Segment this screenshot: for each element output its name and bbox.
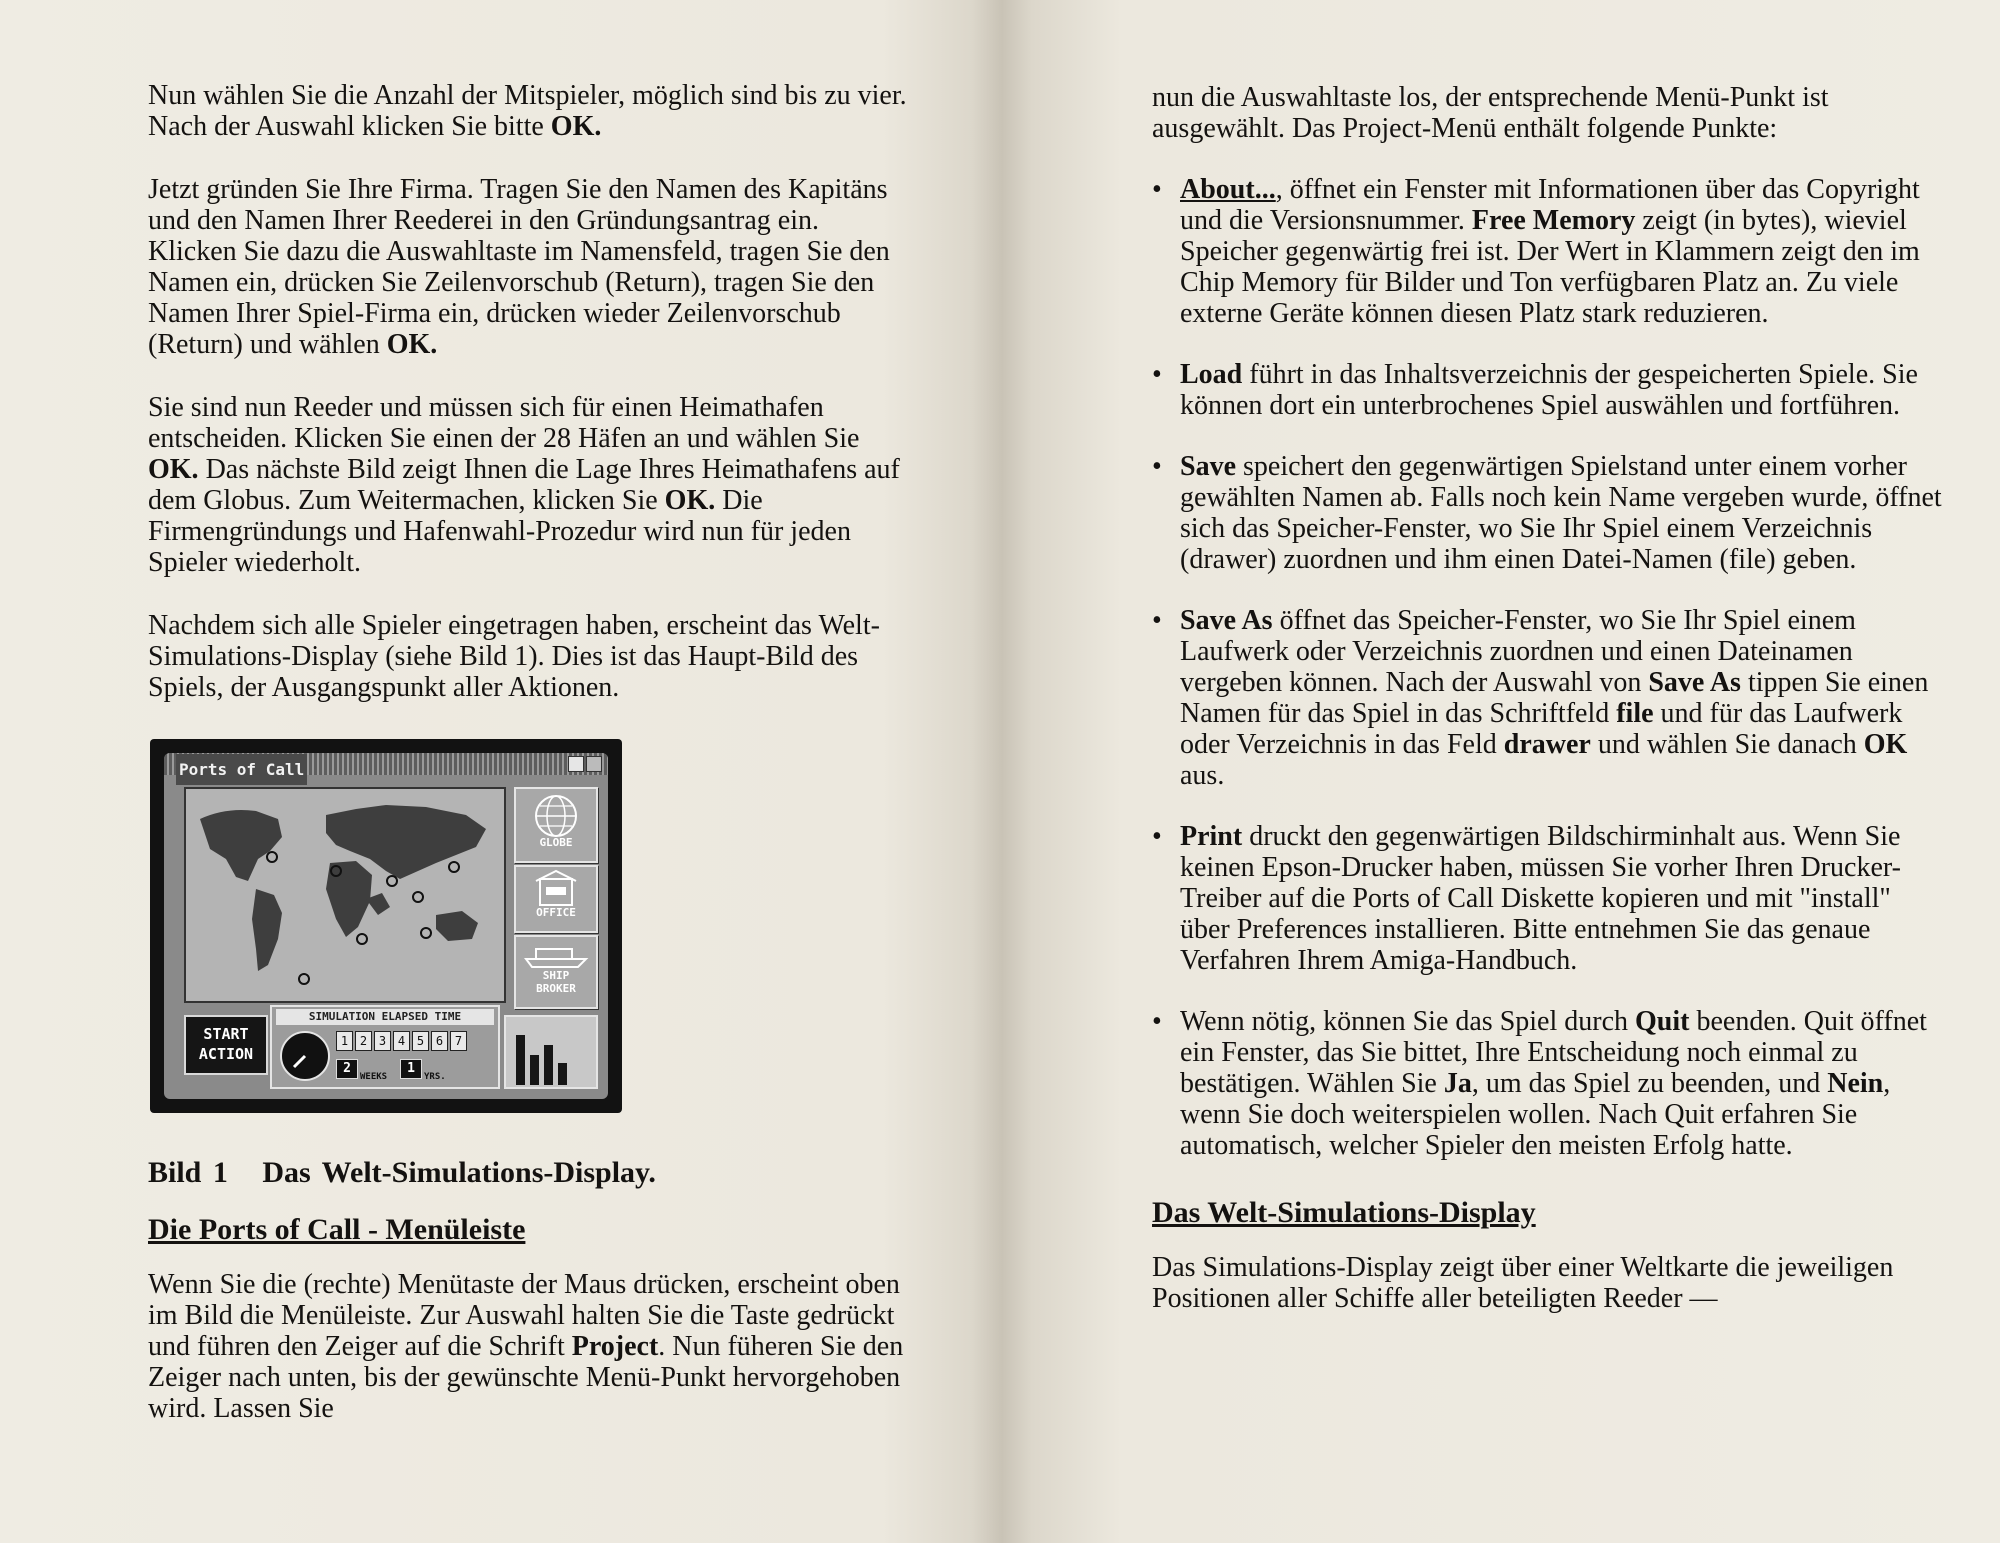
depth-gadget-icon [568, 756, 584, 772]
bullet-icon: • [1152, 174, 1162, 205]
bullet-about: • About..., öffnet ein Fenster mit Informationen über das Copyright und die Versionsnummer. Free Memory zeigt (in bytes), wieviel Speicher gegenwärtig frei ist. Der Wert in Klammern zeigt den im Chip Memory für Bilder und Ton verfügbaren Platz an. Zu viele externe Geräte können diesen Platz stark reduzieren. [1152, 174, 1920, 329]
globe-label: GLOBE [539, 836, 573, 849]
simulation-display-heading: Das Welt-Simulations-Display [1152, 1196, 1536, 1229]
bullet-icon: • [1152, 451, 1162, 482]
bullet-icon: • [1152, 1006, 1162, 1037]
weeks-value: 2 [336, 1059, 358, 1079]
timer-title: SIMULATION ELAPSED TIME [276, 1009, 494, 1025]
game-screen [164, 753, 608, 1099]
ship-broker-button[interactable] [514, 935, 598, 1009]
right-page [1002, 0, 2000, 1543]
bullet-icon: • [1152, 359, 1162, 390]
office-button[interactable] [514, 865, 598, 933]
left-page-text [148, 80, 908, 1456]
bar-graph-icon [504, 1015, 598, 1089]
paragraph-menu-intro: nun die Auswahltaste los, der entsprechende Menü-Punkt ist ausgewählt. Das Project-Menü enthält folgende Punkte: [1152, 82, 1829, 144]
paragraph-players: Nun wählen Sie die Anzahl der Mitspieler, möglich sind bis zu vier. Nach der Auswahl klicken Sie bitte OK. [148, 80, 907, 142]
ship-label-2: BROKER [536, 982, 576, 995]
paragraph-home-port: Sie sind nun Reeder und müssen sich für einen Heimathafen entscheiden. Klicken Sie einen der 28 Häfen an und wählen Sie OK. Das nächste Bild zeigt Ihnen die Lage Ihres Heimathafens auf dem Globus. Zum Weitermachen, klicken Sie OK. Die Firmengründungs und Hafenwahl-Prozedur wird nun für jeden Spieler wiederholt. [148, 392, 900, 578]
figure-caption: Bild 1 Das Welt-Simulations-Display. [148, 1156, 656, 1189]
day-box: 2 [355, 1031, 372, 1051]
bullet-icon: • [1152, 605, 1162, 636]
start-label: START [203, 1025, 249, 1043]
day-box: 7 [450, 1031, 467, 1051]
paragraph-simulation-display: Das Simulations-Display zeigt über einer Weltkarte die jeweiligen Positionen aller Schiffe aller beteiligten Reeder — [1152, 1252, 1894, 1314]
day-box: 6 [431, 1031, 448, 1051]
ship-label-1: SHIP [542, 969, 570, 982]
globe-button[interactable] [514, 787, 598, 863]
years-label: YRS. [424, 1072, 446, 1082]
bullet-print: • Print druckt den gegenwärtigen Bildschirminhalt aus. Wenn Sie keinen Epson-Drucker haben, müssen Sie vorher Ihren Drucker-Treiber auf die Ports of Call Diskette kopieren und mit "install" über Preferences installieren. Bitte entnehmen Sie das genaue Verfahren Ihrem Amiga-Handbuch. [1152, 821, 1901, 976]
paragraph-display-intro: Nachdem sich alle Spieler eingetragen haben, erscheint das Welt-Simulations-Display (siehe Bild 1). Dies ist das Haupt-Bild des Spiels, der Ausgangspunkt aller Aktionen. [148, 610, 880, 703]
figure-bild-1 [150, 739, 622, 1113]
bullet-save: • Save speichert den gegenwärtigen Spielstand unter einem vorher gewählten Namen ab. Falls noch kein Name vergeben wurde, öffnet sich das Speicher-Fenster, wo Sie Ihr Spiel einem Verzeichnis (drawer) zuordnen und ihm einen Datei-Namen (file) geben. [1152, 451, 1942, 575]
bullet-save-as: • Save As öffnet das Speicher-Fenster, wo Sie Ihr Spiel einem Laufwerk oder Verzeichnis zuordnen und einen Dateinamen vergeben können. Nach der Auswahl von Save As tippen Sie einen Namen für das Spiel in das Schriftfeld file und für das Laufwerk oder Verzeichnis in das Feld drawer und wählen Sie danach OK aus. [1152, 605, 1929, 791]
world-map-icon [186, 789, 504, 1001]
paragraph-company: Jetzt gründen Sie Ihre Firma. Tragen Sie den Namen des Kapitäns und den Namen Ihrer Reederei in den Gründungsantrag ein. Klicken Sie dazu die Auswahltaste im Namensfeld, tragen Sie den Namen ein, drücken Sie Zeilenvorschub (Return), tragen Sie den Namen Ihrer Spiel-Firma ein, drücken wieder Zeilenvorschub (Return) und wählen OK. [148, 174, 890, 360]
day-box: 3 [374, 1031, 391, 1051]
paragraph-menu-bar: Wenn Sie die (rechte) Menütaste der Maus drücken, erscheint oben im Bild die Menüleiste. Zur Auswahl halten Sie die Taste gedrückt und führen den Zeiger auf die Schrift Project. Nun füheren Sie den Zeiger nach unten, bis der gewünschte Menü-Punkt hervorgehoben wird. Lassen Sie [148, 1269, 904, 1424]
bullet-icon: • [1152, 821, 1162, 852]
window-titlebar [164, 753, 608, 779]
depth-gadget-back-icon [586, 756, 602, 772]
menu-bar-heading: Die Ports of Call - Menüleiste [148, 1213, 526, 1246]
day-box: 4 [393, 1031, 410, 1051]
bullet-load: • Load führt in das Inhaltsverzeichnis der gespeicherten Spiele. Sie können dort ein unterbrochenes Spiel auswählen und fortführen. [1152, 359, 1918, 421]
elapsed-time-panel [270, 1005, 500, 1089]
office-label: OFFICE [536, 906, 576, 919]
weeks-label: WEEKS [360, 1072, 388, 1082]
start-action-button[interactable] [184, 1015, 268, 1075]
window-title: Ports of Call [176, 754, 307, 785]
clock-icon [280, 1031, 330, 1081]
action-label: ACTION [198, 1045, 254, 1063]
day-box: 1 [336, 1031, 353, 1051]
bullet-quit: • Wenn nötig, können Sie das Spiel durch Quit beenden. Quit öffnet ein Fenster, das Sie bittet, Ihre Entscheidung noch einmal zu bestätigen. Wählen Sie Ja, um das Spiel zu beenden, und Nein, wenn Sie doch weiterspielen wollen. Nach Quit erfahren Sie automatisch, welcher Spieler den meisten Erfolg hatte. [1152, 1006, 1927, 1161]
world-map [184, 787, 506, 1003]
day-box: 5 [412, 1031, 429, 1051]
years-value: 1 [400, 1059, 422, 1079]
right-page-text [1152, 82, 1942, 1346]
